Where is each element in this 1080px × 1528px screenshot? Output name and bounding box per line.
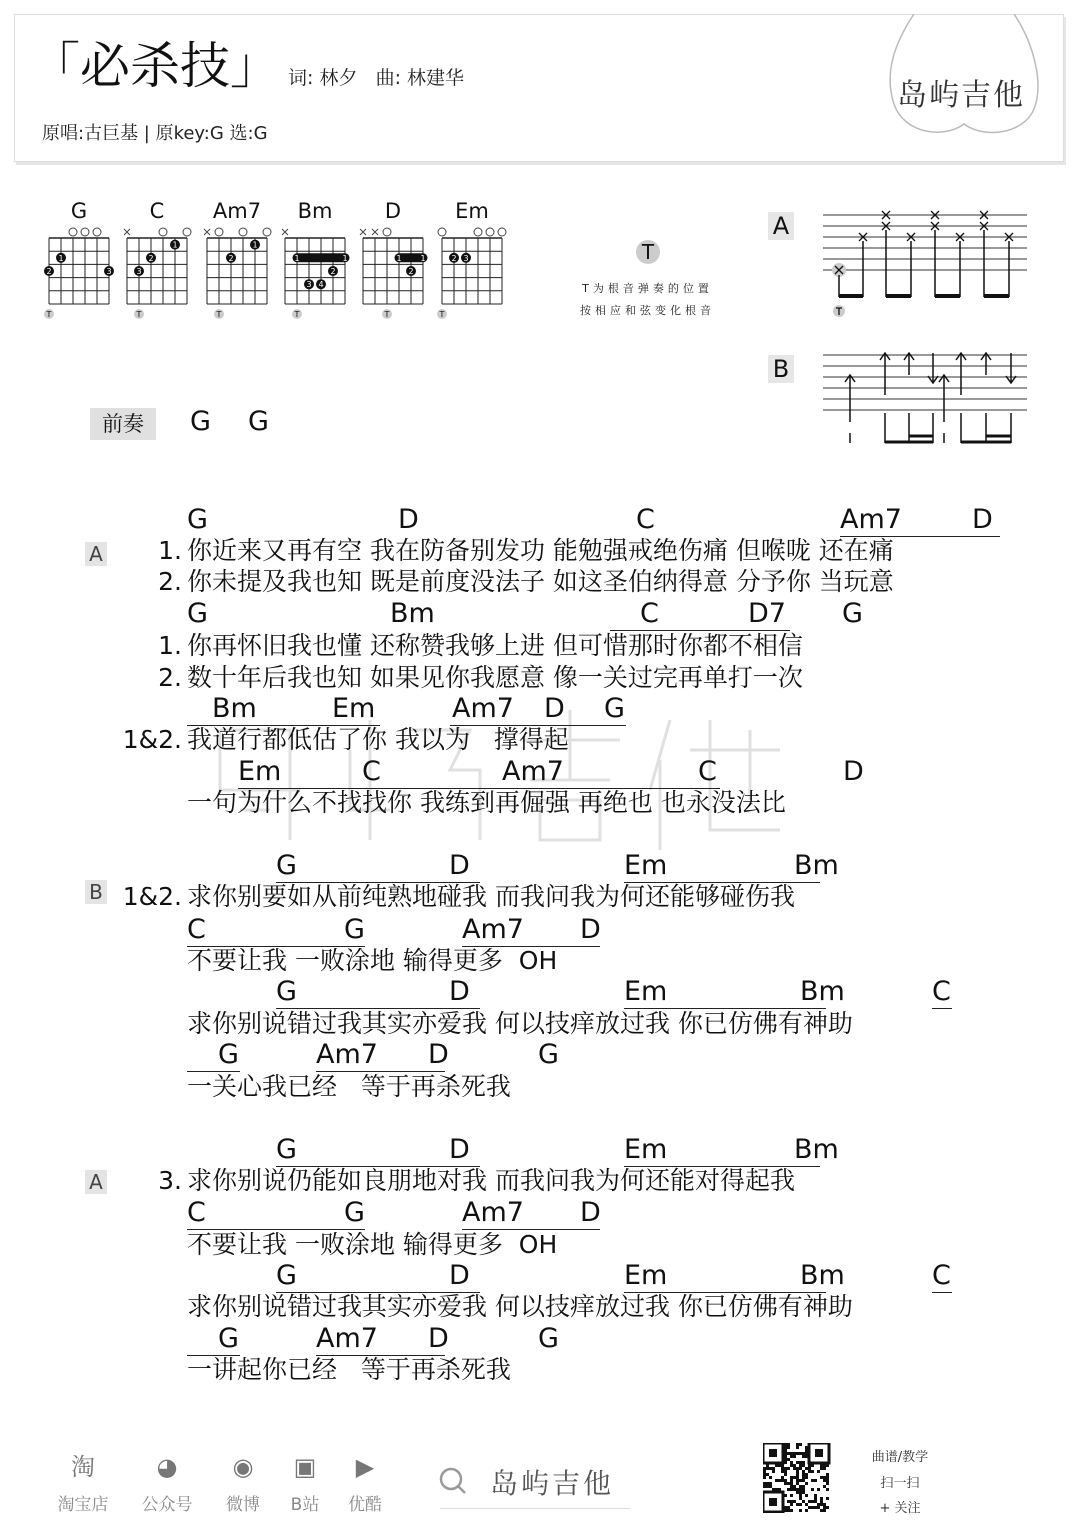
qr-code-icon[interactable] (763, 1443, 831, 1513)
chord-symbol: Am7 (316, 1323, 378, 1354)
lyricist: 林夕 (319, 67, 358, 89)
youku-icon[interactable]: ▶ (355, 1453, 375, 1481)
credits (288, 63, 464, 96)
chord-symbol: G (276, 976, 297, 1007)
chord-symbol: Am7 (502, 756, 564, 787)
pattern-b-label: B (768, 355, 794, 383)
lyric-line: 求你别说仍能如良朋地对我 而我问我为何还能对得起我 (187, 1166, 795, 1195)
song-meta: 原唱:古巨基 | 原key:G 选:G (42, 123, 268, 144)
svg-text:3: 3 (106, 267, 112, 276)
chord-symbol: G (344, 1197, 365, 1228)
svg-text:2: 2 (228, 253, 234, 263)
svg-text:1: 1 (172, 240, 178, 250)
lyricist-label: 词: (288, 67, 314, 89)
svg-text:T: T (439, 310, 445, 319)
open-string-icon (183, 228, 191, 236)
svg-text:2: 2 (408, 267, 414, 276)
root-note-legend (575, 278, 720, 322)
open-string-icon (159, 228, 167, 236)
taobao-icon[interactable]: 淘 (71, 1453, 95, 1481)
open-string-icon (263, 228, 271, 236)
chord-symbol: C (932, 1260, 951, 1291)
muted-string-icon (204, 229, 210, 235)
chord-symbol: Bm (794, 1134, 839, 1165)
lyric-line: 一句为什么不找找你 我练到再倔强 再绝也 也永没法比 (187, 788, 786, 817)
chord-symbol: D (449, 976, 470, 1007)
svg-text:T: T (46, 310, 52, 319)
chord-diagram-name: Am7 (212, 199, 262, 223)
chord-symbol: G (344, 914, 365, 945)
svg-text:2: 2 (46, 267, 52, 276)
chord-diagram-c (117, 226, 197, 326)
svg-text:T: T (294, 310, 300, 319)
chord-symbol: Am7 (840, 504, 902, 535)
section-marker: B (85, 880, 107, 904)
chord-symbol: D (449, 850, 470, 881)
qr-caption-2: 扫一扫 (880, 1476, 920, 1491)
svg-text:2: 2 (148, 253, 154, 263)
qr-caption-1: 曲谱/教学 (871, 1450, 929, 1465)
chord-symbol: G (538, 1323, 559, 1354)
chord-symbol: Bm (794, 850, 839, 881)
lyric-line: 不要让我 一败涂地 输得更多 OH (187, 946, 558, 975)
chord-symbol: Bm (800, 976, 845, 1007)
chord-symbol: Bm (212, 693, 257, 724)
svg-text:1: 1 (252, 240, 258, 250)
chord-symbol: D (843, 756, 864, 787)
logo-text: 岛屿吉他 (897, 78, 1025, 113)
verse-number: 1. (158, 536, 182, 565)
footer-link-label[interactable]: 淘宝店 (57, 1495, 109, 1515)
chord-symbol: Am7 (316, 1039, 378, 1070)
svg-text:1: 1 (396, 253, 402, 263)
chord-symbol: D (449, 1260, 470, 1291)
lyric-line: 求你别说错过我其实亦爱我 何以技痒放过我 你已仿佛有神助 (187, 1292, 853, 1321)
muted-string-icon (282, 229, 288, 235)
intro-chord: G (248, 406, 269, 437)
root-note-line1: T为根音弹奏的位置 (582, 282, 713, 295)
chord-diagram-name: D (384, 199, 402, 223)
chord-symbol: D (544, 693, 565, 724)
verse-number: 1&2. (122, 725, 182, 754)
muted-string-icon (124, 229, 130, 235)
verse-number: 1. (158, 631, 182, 660)
chord-symbol: D (580, 914, 601, 945)
footer-link-label[interactable]: 公众号 (141, 1495, 193, 1515)
chord-symbol: G (187, 504, 208, 535)
chord-symbol: Em (624, 1260, 668, 1291)
muted-string-icon (360, 229, 366, 235)
weibo-icon[interactable]: ◉ (232, 1453, 254, 1481)
svg-text:1: 1 (342, 253, 348, 263)
title-row (30, 36, 464, 96)
strum-pattern-b (815, 345, 1030, 450)
chord-symbol: D (428, 1039, 449, 1070)
chord-symbol: Am7 (462, 1197, 524, 1228)
lyric-line: 我道行都低估了你 我以为 撑得起 (187, 725, 569, 754)
strum-pattern-a (815, 205, 1030, 325)
svg-text:3: 3 (136, 267, 142, 276)
chord-symbol: Em (624, 976, 668, 1007)
search-underline (440, 1508, 630, 1509)
lyric-line: 你近来又再有空 我在防备别发功 能勉强戒绝伤痛 但喉咙 还在痛 (187, 536, 894, 565)
open-string-icon (93, 228, 101, 236)
qr-caption-3: + 关注 (879, 1501, 921, 1516)
verse-number: 2. (158, 663, 182, 692)
verse-number: 1&2. (122, 882, 182, 911)
chord-symbol: G (187, 598, 208, 629)
verse-number: 3. (158, 1166, 182, 1195)
chord-symbol: D (972, 504, 993, 535)
chord-diagram-name: C (149, 199, 165, 223)
lyric-line: 你未提及我也知 既是前度没法子 如这圣伯纳得意 分予你 当玩意 (187, 567, 894, 596)
svg-text:T: T (384, 310, 390, 319)
song-title: 「必杀技」 (30, 37, 280, 95)
lyric-line: 一讲起你已经 等于再杀死我 (187, 1355, 511, 1384)
chord-diagram-name: Bm (297, 199, 333, 223)
chord-symbol: Em (624, 850, 668, 881)
open-string-icon (474, 228, 482, 236)
lyric-line: 数十年后我也知 如果见你我愿意 像一关过完再单打一次 (187, 663, 803, 692)
open-string-icon (239, 228, 247, 236)
chord-diagram-g (39, 226, 119, 326)
pattern-a-label: A (768, 212, 794, 240)
footer-link-label[interactable]: B站 (290, 1495, 320, 1515)
chord-diagram-em (432, 226, 512, 326)
chord-symbol: Bm (800, 1260, 845, 1291)
chord-symbol: Am7 (462, 914, 524, 945)
chord-symbol: Em (332, 693, 376, 724)
chord-diagram-name: G (70, 199, 88, 223)
svg-text:T: T (136, 310, 142, 319)
lyric-line: 不要让我 一败涂地 输得更多 OH (187, 1230, 558, 1259)
composer: 林建华 (407, 67, 465, 89)
svg-text:3: 3 (306, 280, 312, 290)
svg-text:1: 1 (58, 253, 64, 263)
svg-text:3: 3 (463, 253, 469, 263)
lyric-line: 一关心我已经 等于再杀死我 (187, 1072, 511, 1101)
chord-symbol: C (362, 756, 381, 787)
chord-symbol: Em (238, 756, 282, 787)
svg-text:T: T (216, 310, 222, 319)
chord-symbol: G (218, 1323, 239, 1354)
svg-text:2: 2 (451, 253, 457, 263)
open-string-icon (438, 228, 446, 236)
chord-symbol: Em (624, 1134, 668, 1165)
chord-symbol: C (187, 914, 206, 945)
chord-symbol: C (698, 756, 717, 787)
footer-link-label[interactable]: 优酷 (348, 1495, 382, 1515)
footer-link-label[interactable]: 微博 (226, 1495, 260, 1515)
chord-symbol: G (276, 850, 297, 881)
chord-symbol: C (640, 598, 659, 629)
wechat-icon[interactable]: ◕ (156, 1453, 178, 1481)
chord-diagram-d (353, 226, 433, 326)
search-brand-text[interactable]: 岛屿吉他 (490, 1467, 615, 1500)
chord-diagram-name: Em (455, 199, 489, 223)
chord-symbol: G (538, 1039, 559, 1070)
chord-symbol: D (428, 1323, 449, 1354)
chord-symbol: C (187, 1197, 206, 1228)
chord-symbol: G (842, 598, 863, 629)
chord-diagram-bm (275, 226, 355, 326)
svg-text:1: 1 (294, 253, 300, 263)
chord-symbol: D7 (748, 598, 786, 629)
chord-symbol: G (604, 693, 625, 724)
open-string-icon (486, 228, 494, 236)
chord-span-line (932, 1008, 952, 1009)
intro-chord: G (190, 406, 211, 437)
svg-text:2: 2 (330, 267, 336, 276)
intro-label: 前奏 (90, 408, 156, 440)
search-icon (438, 1466, 468, 1496)
lyric-line: 你再怀旧我也懂 还称赞我够上进 但可惜那时你都不相信 (187, 631, 803, 660)
chord-symbol: G (276, 1134, 297, 1165)
open-string-icon (215, 228, 223, 236)
chord-diagram-am7 (197, 226, 277, 326)
lyric-line: 求你别说错过我其实亦爱我 何以技痒放过我 你已仿佛有神助 (187, 1009, 853, 1038)
svg-text:4: 4 (318, 280, 324, 290)
section-marker: A (85, 542, 107, 566)
root-note-symbol: T (636, 240, 660, 264)
lyric-line: 求你别要如从前纯熟地碰我 而我问我为何还能够碰伤我 (187, 882, 795, 911)
chord-symbol: Am7 (452, 693, 514, 724)
chord-symbol: C (636, 504, 655, 535)
chord-symbol: G (218, 1039, 239, 1070)
chord-symbol: C (932, 976, 951, 1007)
root-note-line2: 按相应和弦变化根音 (580, 304, 715, 317)
open-string-icon (81, 228, 89, 236)
svg-text:1: 1 (420, 253, 426, 263)
open-string-icon (383, 228, 391, 236)
chord-symbol: D (580, 1197, 601, 1228)
composer-label: 曲: (375, 67, 401, 89)
verse-number: 2. (158, 567, 182, 596)
bilibili-icon[interactable]: ▣ (293, 1453, 317, 1481)
section-marker: A (85, 1170, 107, 1194)
chord-span-line (932, 1292, 952, 1293)
chord-symbol: Bm (390, 598, 435, 629)
chord-symbol: D (398, 504, 419, 535)
chord-symbol: G (276, 1260, 297, 1291)
open-string-icon (69, 228, 77, 236)
muted-string-icon (372, 229, 378, 235)
chord-symbol: D (449, 1134, 470, 1165)
open-string-icon (498, 228, 506, 236)
